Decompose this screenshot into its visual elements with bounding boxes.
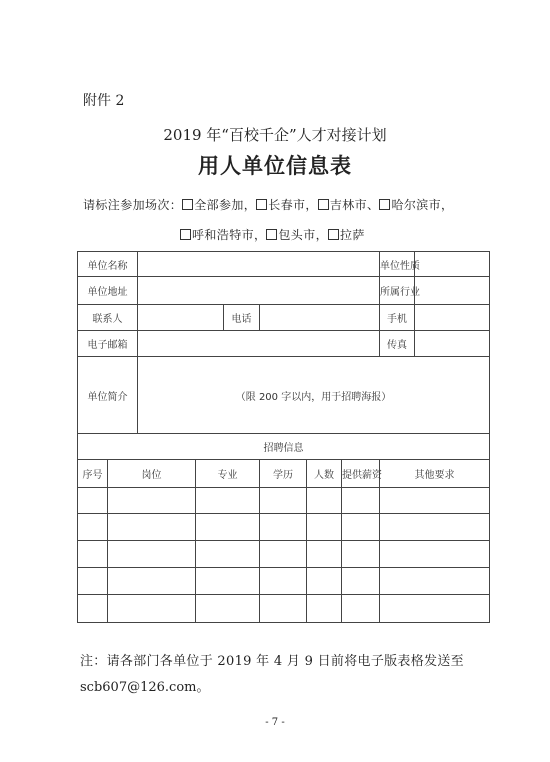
cell-position[interactable] — [108, 488, 196, 514]
row-contact — [78, 305, 490, 331]
cell-index[interactable] — [78, 488, 108, 514]
cell-major[interactable] — [196, 568, 260, 595]
col-header-education: 学历 — [260, 460, 307, 488]
cell-major[interactable] — [196, 514, 260, 541]
field-intro[interactable]: （限 200 字以内，用于招聘海报） — [138, 357, 490, 434]
field-phone[interactable] — [260, 305, 380, 331]
cell-count[interactable] — [307, 568, 342, 595]
checkbox-icon — [379, 199, 390, 210]
document-title: 2019 年“百校千企”人才对接计划 — [163, 126, 387, 144]
checkbox-icon — [328, 229, 339, 240]
label-intro: 单位简介 — [78, 357, 138, 434]
label-industry: 所属行业 — [380, 277, 415, 305]
checkbox-icon — [266, 229, 277, 240]
cell-other[interactable] — [380, 514, 490, 541]
cell-salary[interactable] — [342, 514, 380, 541]
recruit-section-title: 招聘信息 — [78, 434, 490, 460]
venue-option-jilin[interactable]: 吉林市、 — [318, 198, 380, 212]
col-header-index: 序号 — [78, 460, 108, 488]
venue-option-hohhot[interactable]: 呼和浩特市， — [180, 228, 266, 242]
venue-option-changchun[interactable]: 长春市， — [256, 198, 318, 212]
label-phone: 电话 — [224, 305, 260, 331]
col-header-count: 人数 — [307, 460, 342, 488]
cell-major[interactable] — [196, 541, 260, 568]
checkbox-icon — [256, 199, 267, 210]
label-unit-nature: 单位性质 — [380, 252, 415, 277]
cell-index[interactable] — [78, 595, 108, 623]
field-unit-nature[interactable] — [415, 252, 490, 277]
col-header-major: 专业 — [196, 460, 260, 488]
cell-education[interactable] — [260, 541, 307, 568]
cell-position[interactable] — [108, 595, 196, 623]
cell-other[interactable] — [380, 595, 490, 623]
page-number: - 7 - — [265, 717, 285, 728]
form-title: 用人单位信息表 — [198, 153, 352, 178]
field-unit-name[interactable] — [138, 252, 380, 277]
cell-salary[interactable] — [342, 568, 380, 595]
venue-prompt: 请标注参加场次： — [83, 198, 183, 212]
col-header-position: 岗位 — [108, 460, 196, 488]
cell-position[interactable] — [108, 568, 196, 595]
field-email[interactable] — [138, 331, 380, 357]
label-fax: 传真 — [380, 331, 415, 357]
checkbox-icon — [318, 199, 329, 210]
table-row — [78, 514, 490, 541]
employer-info-table — [77, 251, 490, 623]
field-industry[interactable] — [415, 277, 490, 305]
label-unit-name: 单位名称 — [78, 252, 138, 277]
cell-index[interactable] — [78, 541, 108, 568]
row-recruit-header — [78, 434, 490, 460]
cell-education[interactable] — [260, 568, 307, 595]
cell-other[interactable] — [380, 568, 490, 595]
cell-index[interactable] — [78, 568, 108, 595]
field-unit-address[interactable] — [138, 277, 380, 305]
table-row — [78, 568, 490, 595]
cell-count[interactable] — [307, 488, 342, 514]
row-intro — [78, 357, 490, 434]
checkbox-icon — [180, 229, 191, 240]
cell-education[interactable] — [260, 595, 307, 623]
label-mobile: 手机 — [380, 305, 415, 331]
venue-option-baotou[interactable]: 包头市， — [266, 228, 328, 242]
row-recruit-columns — [78, 460, 490, 488]
cell-count[interactable] — [307, 595, 342, 623]
venue-option-harbin[interactable]: 哈尔滨市， — [379, 198, 453, 212]
venue-option-lhasa[interactable]: 拉萨 — [328, 228, 365, 242]
cell-major[interactable] — [196, 595, 260, 623]
cell-position[interactable] — [108, 514, 196, 541]
label-email: 电子邮箱 — [78, 331, 138, 357]
row-unit-address — [78, 277, 490, 305]
row-unit-name — [78, 252, 490, 277]
field-mobile[interactable] — [415, 305, 490, 331]
row-email — [78, 331, 490, 357]
cell-education[interactable] — [260, 488, 307, 514]
attachment-label: 附件 2 — [83, 93, 125, 109]
table-row — [78, 541, 490, 568]
field-fax[interactable] — [415, 331, 490, 357]
field-contact[interactable] — [138, 305, 224, 331]
table-row — [78, 488, 490, 514]
cell-count[interactable] — [307, 514, 342, 541]
table-row — [78, 595, 490, 623]
footer-email: scb607@126.com。 — [80, 680, 210, 695]
col-header-salary: 提供薪资 — [342, 460, 380, 488]
cell-index[interactable] — [78, 514, 108, 541]
label-contact: 联系人 — [78, 305, 138, 331]
checkbox-icon — [182, 199, 193, 210]
col-header-other: 其他要求 — [380, 460, 490, 488]
cell-major[interactable] — [196, 488, 260, 514]
venue-line-2 — [180, 226, 365, 243]
cell-salary[interactable] — [342, 541, 380, 568]
cell-other[interactable] — [380, 488, 490, 514]
label-unit-address: 单位地址 — [78, 277, 138, 305]
venue-line-1 — [83, 196, 453, 213]
cell-other[interactable] — [380, 541, 490, 568]
venue-option-all[interactable]: 全部参加， — [182, 198, 256, 212]
cell-education[interactable] — [260, 514, 307, 541]
cell-count[interactable] — [307, 541, 342, 568]
footer-note: 注：请各部门各单位于 2019 年 4 月 9 日前将电子版表格发送至 — [80, 654, 464, 669]
cell-position[interactable] — [108, 541, 196, 568]
cell-salary[interactable] — [342, 595, 380, 623]
cell-salary[interactable] — [342, 488, 380, 514]
